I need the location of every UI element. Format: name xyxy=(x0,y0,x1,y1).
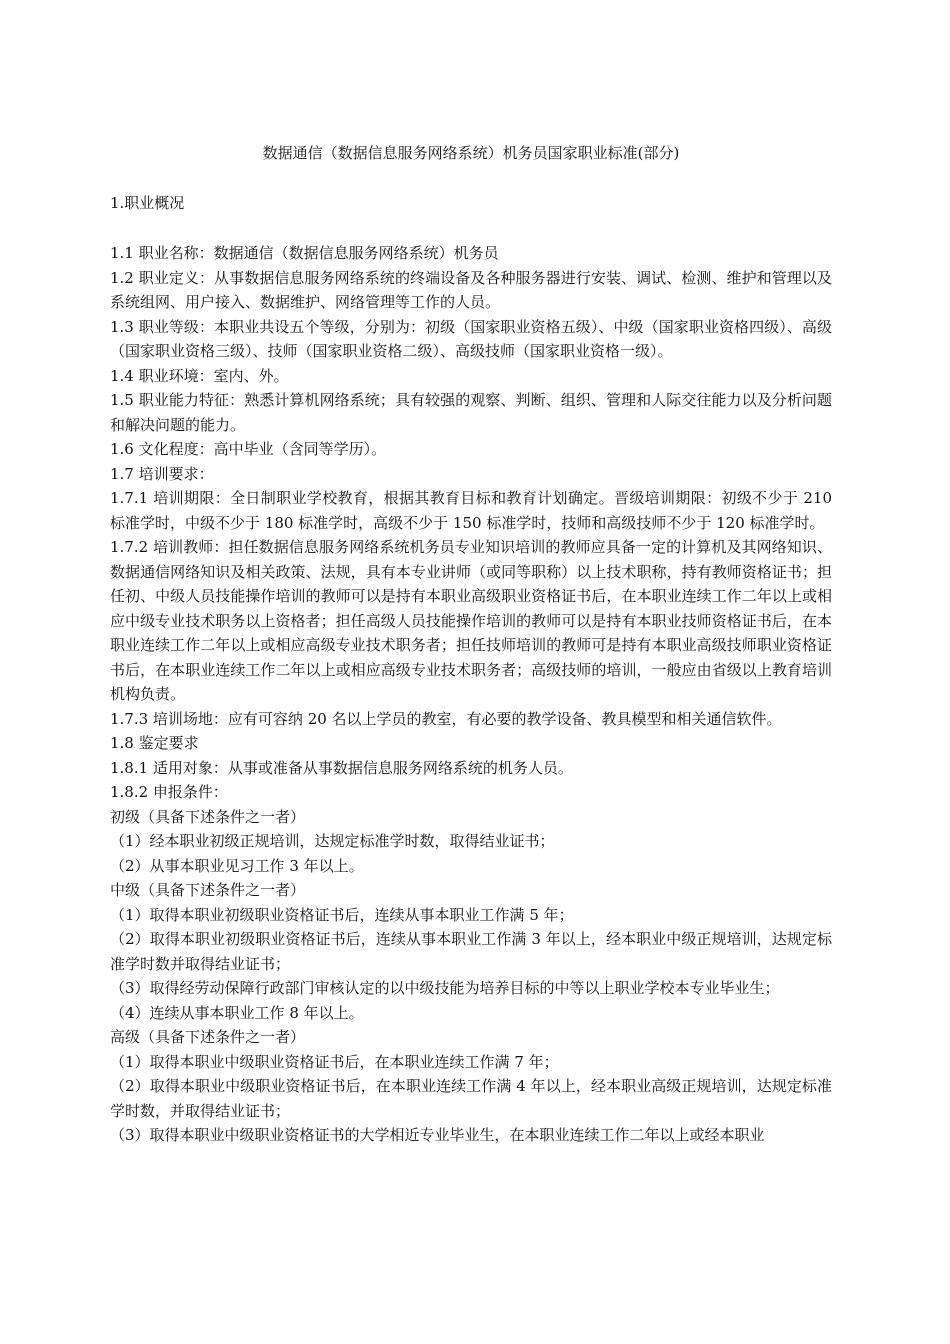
paragraph-1-7-3: 1.7.3 培训场地：应有可容纳 20 名以上学员的教室，有必要的教学设备、教具模型和相关通信软件。 xyxy=(110,709,782,728)
intermediate-condition-1: （1）取得本职业初级职业资格证书后，连续从事本职业工作满 5 年； xyxy=(110,905,574,924)
intermediate-condition-4: （4）连续从事本职业工作 8 年以上。 xyxy=(110,1003,364,1022)
primary-condition-2: （2）从事本职业见习工作 3 年以上。 xyxy=(110,856,364,875)
intermediate-condition-2: （2）取得本职业初级职业资格证书后，连续从事本职业工作满 3 年以上，经本职业中级正规培训，达规定标准学时数并取得结业证书； xyxy=(110,930,832,973)
advanced-condition-2: （2）取得本职业中级职业资格证书后，在本职业连续工作满 4 年以上，经本职业高级正规培训，达规定标准学时数，并取得结业证书； xyxy=(110,1077,832,1120)
level-intermediate-heading: 中级（具备下述条件之一者） xyxy=(110,881,306,899)
paragraph-1-4: 1.4 职业环境：室内、外。 xyxy=(110,366,289,385)
paragraph-1-8-2: 1.8.2 申报条件： xyxy=(110,783,228,801)
intermediate-condition-3: （3）取得经劳动保障行政部门审核认定的以中级技能为培养目标的中等以上职业学校本专业毕业生； xyxy=(110,979,780,997)
advanced-condition-3: （3）取得本职业中级职业资格证书的大学相近专业毕业生，在本职业连续工作二年以上或经本职业 xyxy=(110,1126,765,1144)
paragraph-1-7-2: 1.7.2 培训教师：担任数据信息服务网络系统机务员专业知识培训的教师应具备一定的计算机及其网络知识、数据通信网络知识及相关政策、法规，具有本专业讲师（或同等职称）以上技术职称，持有教师资格证书；担任初、中级人员技能操作培训的教师可以是持有本职业高级职业资格证书后，在本职业连续工作二年以上或相应中级专业技术职务以上资格者；担任高级人员技能操作培训的教师可以是持有本职业技师资格证书后，在本职业连续工作二年以上或相应高级专业技术职务者；担任技师培训的教师可是持有本职业高级技师职业资格证书后，在本职业连续工作二年以上或相应高级专业技术职务者；高级技师的培训，一般应由省级以上教育培训机构负责。 xyxy=(110,538,832,703)
paragraph-1-3: 1.3 职业等级：本职业共设五个等级，分别为：初级（国家职业资格五级）、中级（国家职业资格四级）、高级（国家职业资格三级）、技师（国家职业资格二级）、高级技师（国家职业资格一级）。 xyxy=(110,317,832,360)
primary-condition-1: （1）经本职业初级正规培训，达规定标准学时数，取得结业证书； xyxy=(110,832,555,850)
level-advanced-heading: 高级（具备下述条件之一者） xyxy=(110,1028,306,1046)
document-page xyxy=(110,140,832,1148)
paragraph-1-8-1: 1.8.1 适用对象：从事或准备从事数据信息服务网络系统的机务人员。 xyxy=(110,758,573,777)
paragraph-1-8: 1.8 鉴定要求 xyxy=(110,734,199,752)
paragraph-1-7-1: 1.7.1 培训期限：全日制职业学校教育，根据其教育目标和教育计划确定。晋级培训期限：初级不少于 210 标准学时，中级不少于 180 标准学时，高级不少于 150 标准学时，技师和高级技师不少于 120 标准学时。 xyxy=(110,489,832,532)
section-heading: 1.职业概况 xyxy=(110,194,185,212)
document-title: 数据通信（数据信息服务网络系统）机务员国家职业标准(部分) xyxy=(262,144,680,162)
paragraph-1-7: 1.7 培训要求： xyxy=(110,464,214,483)
paragraph-1-2: 1.2 职业定义：从事数据信息服务网络系统的终端设备及各种服务器进行安装、调试、检测、维护和管理以及系统组网、用户接入、数据维护、网络管理等工作的人员。 xyxy=(110,268,832,311)
level-primary-heading: 初级（具备下述条件之一者） xyxy=(110,807,306,826)
paragraph-1-1: 1.1 职业名称：数据通信（数据信息服务网络系统）机务员 xyxy=(110,244,499,262)
paragraph-1-5: 1.5 职业能力特征：熟悉计算机网络系统；具有较强的观察、判断、组织、管理和人际交往能力以及分析问题和解决问题的能力。 xyxy=(110,391,832,434)
advanced-condition-1: （1）取得本职业中级职业资格证书后，在本职业连续工作满 7 年； xyxy=(110,1052,559,1071)
paragraph-1-6: 1.6 文化程度：高中毕业（含同等学历）。 xyxy=(110,440,387,458)
